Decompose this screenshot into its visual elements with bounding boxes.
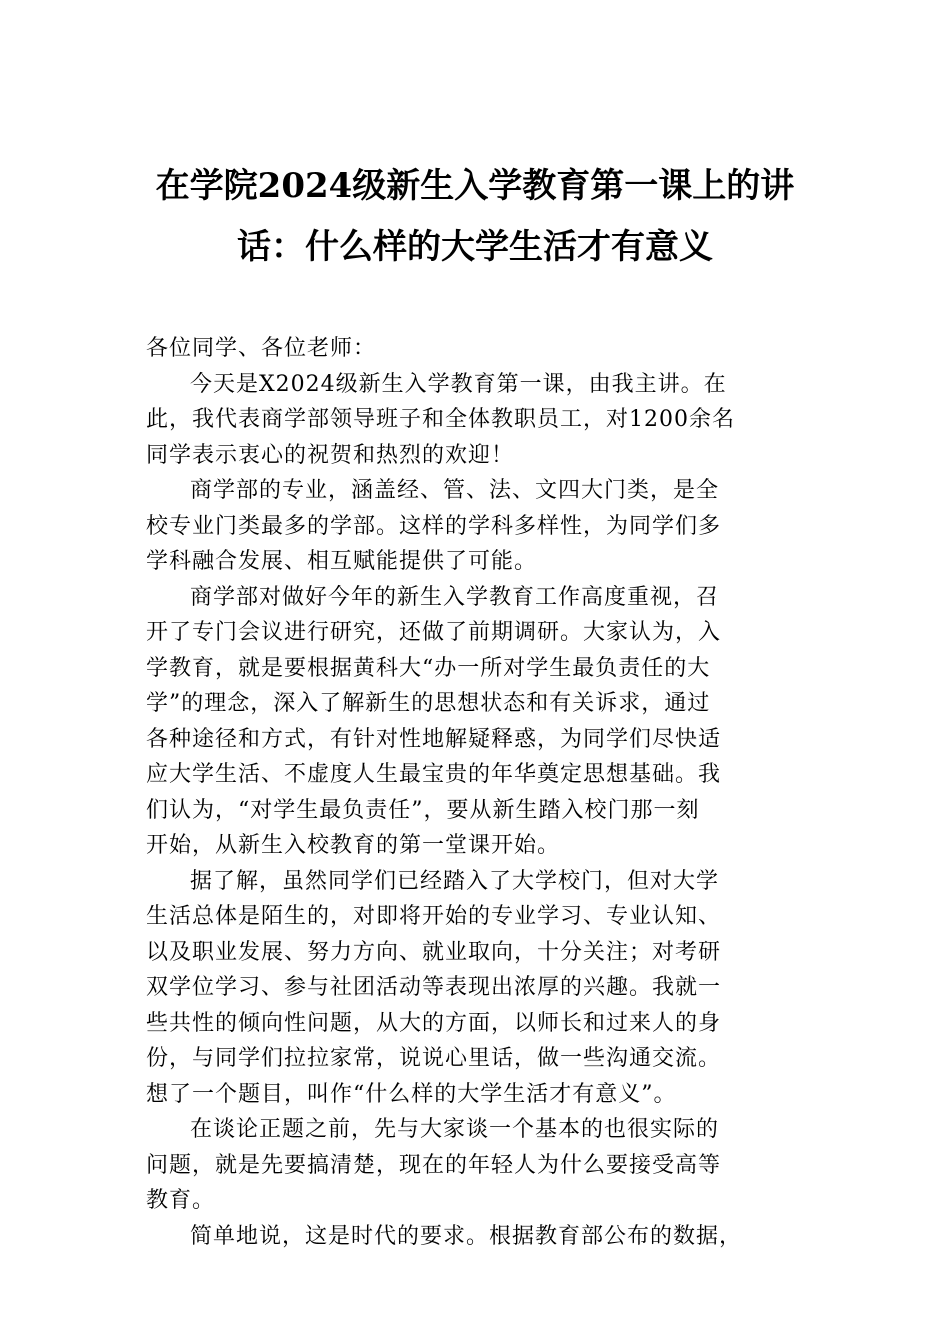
paragraph-line: 商学部对做好今年的新生入学教育工作高度重视，召 bbox=[190, 584, 720, 610]
paragraph-line: 商学部的专业，涵盖经、管、法、文四大门类，是全 bbox=[190, 478, 720, 503]
paragraph-1 bbox=[146, 367, 806, 474]
paragraph-2 bbox=[146, 473, 806, 580]
paragraph-line: 学教育，就是要根据黄科大“办一所对学生最负责任的大 bbox=[146, 655, 711, 681]
salutation bbox=[146, 331, 806, 367]
paragraph-line: 们认为，“对学生最负责任”，要从新生踏入校门那一刻 bbox=[146, 797, 700, 823]
paragraph-line: 双学位学习、参与社团活动等表现出浓厚的兴趣。我就一 bbox=[146, 975, 722, 1000]
paragraph-line: 应大学生活、不虚度人生最宝贵的年华奠定思想基础。我 bbox=[146, 762, 722, 787]
salutation-line: 各位同学、各位老师： bbox=[146, 336, 377, 361]
paragraph-line: 校专业门类最多的学部。这样的学科多样性，为同学们多 bbox=[146, 513, 722, 539]
paragraph-line: 同学表示衷心的祝贺和热烈的欢迎！ bbox=[146, 442, 515, 468]
title-line-1: 在学院2024级新生入学教育第一课上的讲 bbox=[155, 166, 795, 206]
paragraph-3 bbox=[146, 580, 806, 864]
paragraph-line: 开了专门会议进行研究，还做了前期调研。大家认为，入 bbox=[146, 620, 722, 645]
paragraph-6 bbox=[146, 1219, 806, 1255]
paragraph-line: 些共性的倾向性问题，从大的方面，以师长和过来人的身 bbox=[146, 1010, 722, 1036]
document-body bbox=[146, 331, 806, 1254]
page-title bbox=[120, 156, 830, 278]
paragraph-line: 开始，从新生入校教育的第一堂课开始。 bbox=[146, 833, 561, 858]
paragraph-line: 教育。 bbox=[146, 1188, 216, 1213]
paragraph-line: 学科融合发展、相互赋能提供了可能。 bbox=[146, 549, 538, 574]
paragraph-line: 份，与同学们拉拉家常，说说心里话，做一些沟通交流。 bbox=[146, 1046, 722, 1071]
paragraph-line: 以及职业发展、努力方向、就业取向，十分关注；对考研 bbox=[146, 939, 722, 965]
paragraph-line: 问题，就是先要搞清楚，现在的年轻人为什么要接受高等 bbox=[146, 1152, 722, 1178]
paragraph-4 bbox=[146, 864, 806, 1113]
paragraph-line: 在谈论正题之前，先与大家谈一个基本的也很实际的 bbox=[190, 1117, 720, 1142]
paragraph-line: 生活总体是陌生的，对即将开始的专业学习、专业认知、 bbox=[146, 904, 722, 929]
paragraph-line: 此，我代表商学部领导班子和全体教职员工，对1200余名 bbox=[146, 407, 735, 432]
paragraph-line: 各种途径和方式，有针对性地解疑释惑，为同学们尽快适 bbox=[146, 726, 722, 752]
paragraph-5 bbox=[146, 1112, 806, 1219]
title-line-2: 话：什么样的大学生活才有意义 bbox=[237, 227, 713, 267]
paragraph-line: 学”的理念，深入了解新生的思想状态和有关诉求，通过 bbox=[146, 691, 711, 716]
paragraph-line: 简单地说，这是时代的要求。根据教育部公布的数据， bbox=[190, 1223, 743, 1249]
paragraph-line: 据了解，虽然同学们已经踏入了大学校门，但对大学 bbox=[190, 868, 720, 894]
paragraph-line: 想了一个题目，叫作“什么样的大学生活才有意义”。 bbox=[146, 1081, 677, 1107]
paragraph-line: 今天是X2024级新生入学教育第一课，由我主讲。在 bbox=[190, 371, 727, 397]
